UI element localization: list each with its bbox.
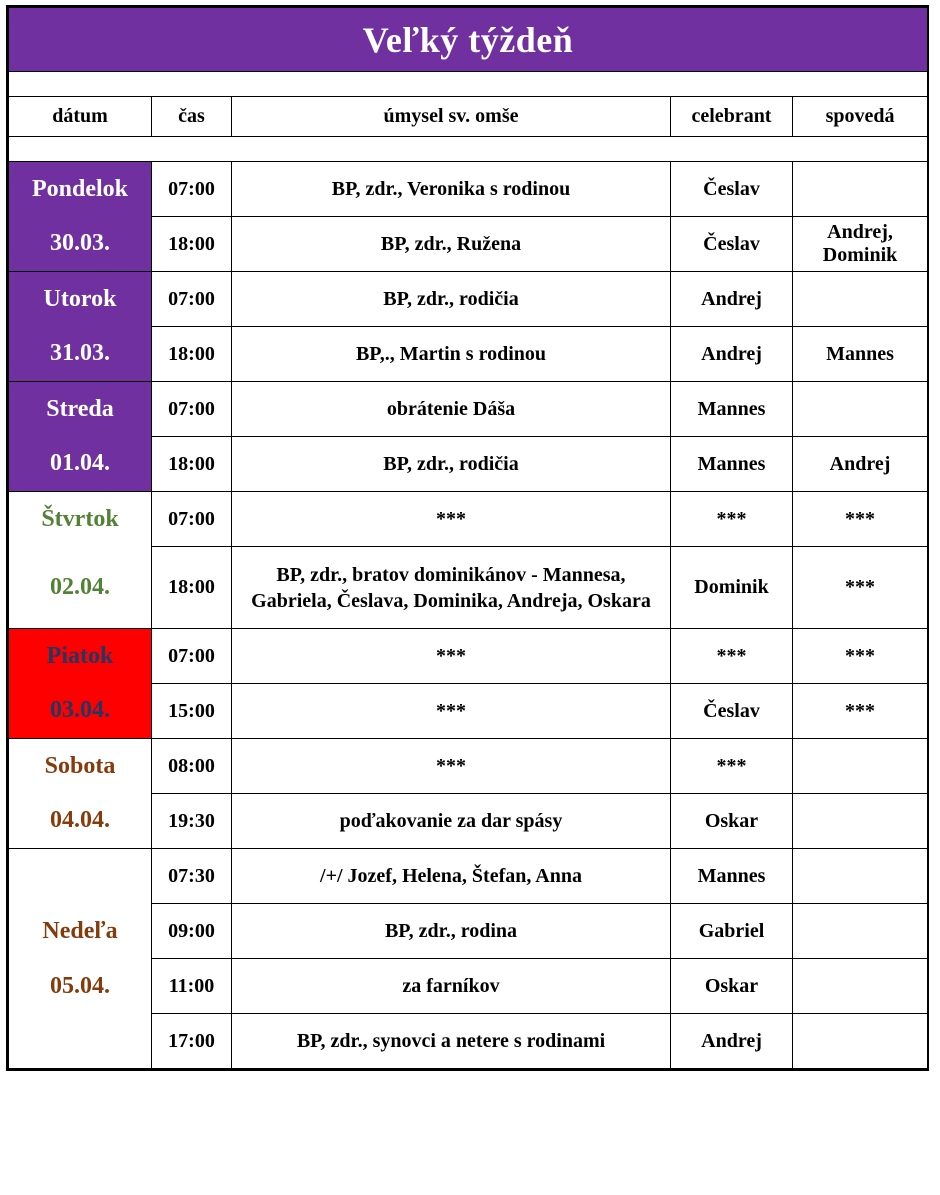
mass-intent: BP, zdr., rodičia [232, 272, 671, 327]
mass-intent: BP, zdr., rodina [232, 904, 671, 959]
confessor-name: *** [793, 547, 928, 629]
mass-row [9, 849, 928, 904]
mass-row [9, 684, 928, 739]
celebrant-name: *** [671, 739, 793, 794]
header-date: dátum [9, 97, 152, 137]
mass-time: 09:00 [152, 904, 232, 959]
confessor-name [793, 794, 928, 849]
mass-time: 18:00 [152, 327, 232, 382]
celebrant-name: Česlav [671, 217, 793, 272]
celebrant-name: Mannes [671, 849, 793, 904]
mass-intent: *** [232, 684, 671, 739]
confessor-name [793, 1014, 928, 1069]
mass-schedule-table [8, 7, 928, 1069]
header-celebrant: celebrant [671, 97, 793, 137]
confessor-name: Andrej [793, 437, 928, 492]
day-name: Sobota [9, 739, 152, 794]
day-date: 01.04. [9, 437, 152, 492]
mass-intent: poďakovanie za dar spásy [232, 794, 671, 849]
mass-time: 18:00 [152, 437, 232, 492]
confessor-name [793, 382, 928, 437]
mass-row [9, 272, 928, 327]
mass-row [9, 437, 928, 492]
header-time: čas [152, 97, 232, 137]
schedule-sheet [6, 5, 929, 1071]
celebrant-name: Gabriel [671, 904, 793, 959]
celebrant-name: Oskar [671, 959, 793, 1014]
mass-intent: *** [232, 492, 671, 547]
header-intent: úmysel sv. omše [232, 97, 671, 137]
mass-intent: /+/ Jozef, Helena, Štefan, Anna [232, 849, 671, 904]
mass-time: 07:00 [152, 629, 232, 684]
confessor-name: Mannes [793, 327, 928, 382]
day-cell-blank [9, 1014, 152, 1069]
day-name: Piatok [9, 629, 152, 684]
celebrant-name: Česlav [671, 684, 793, 739]
mass-time: 15:00 [152, 684, 232, 739]
mass-row [9, 904, 928, 959]
mass-row [9, 794, 928, 849]
mass-time: 07:00 [152, 272, 232, 327]
header-confessor: spovedá [793, 97, 928, 137]
spacer-row [9, 137, 928, 162]
mass-intent: BP, zdr., bratov dominikánov - Mannesa, Gabriela, Česlava, Dominika, Andreja, Oskara [232, 547, 671, 629]
mass-time: 19:30 [152, 794, 232, 849]
mass-row [9, 382, 928, 437]
mass-time: 17:00 [152, 1014, 232, 1069]
day-date: 03.04. [9, 684, 152, 739]
mass-intent: *** [232, 739, 671, 794]
mass-intent: *** [232, 629, 671, 684]
celebrant-name: *** [671, 629, 793, 684]
mass-intent: BP, zdr., Ružena [232, 217, 671, 272]
mass-row [9, 547, 928, 629]
day-name: Streda [9, 382, 152, 437]
spacer-row [9, 72, 928, 97]
day-cell-blank [9, 849, 152, 904]
celebrant-name: Mannes [671, 382, 793, 437]
mass-row [9, 162, 928, 217]
confessor-name: *** [793, 629, 928, 684]
confessor-name: *** [793, 684, 928, 739]
header-row [9, 97, 928, 137]
day-date: 30.03. [9, 217, 152, 272]
confessor-name [793, 739, 928, 794]
celebrant-name: Oskar [671, 794, 793, 849]
mass-time: 18:00 [152, 547, 232, 629]
mass-time: 07:00 [152, 492, 232, 547]
confessor-name: *** [793, 492, 928, 547]
mass-row [9, 327, 928, 382]
mass-row [9, 629, 928, 684]
celebrant-name: Andrej [671, 272, 793, 327]
mass-intent: BP, zdr., rodičia [232, 437, 671, 492]
mass-row [9, 959, 928, 1014]
day-name: Utorok [9, 272, 152, 327]
celebrant-name: Dominik [671, 547, 793, 629]
mass-time: 07:00 [152, 162, 232, 217]
mass-row [9, 739, 928, 794]
confessor-name [793, 849, 928, 904]
day-name: Štvrtok [9, 492, 152, 547]
celebrant-name: Andrej [671, 327, 793, 382]
day-date: 02.04. [9, 547, 152, 629]
day-name: Nedeľa [9, 904, 152, 959]
mass-time: 11:00 [152, 959, 232, 1014]
mass-time: 07:00 [152, 382, 232, 437]
confessor-name [793, 272, 928, 327]
mass-time: 18:00 [152, 217, 232, 272]
day-date: 05.04. [9, 959, 152, 1014]
mass-time: 07:30 [152, 849, 232, 904]
celebrant-name: Česlav [671, 162, 793, 217]
celebrant-name: Mannes [671, 437, 793, 492]
mass-intent: BP, zdr., Veronika s rodinou [232, 162, 671, 217]
celebrant-name: *** [671, 492, 793, 547]
day-name: Pondelok [9, 162, 152, 217]
mass-intent: BP,., Martin s rodinou [232, 327, 671, 382]
mass-row [9, 217, 928, 272]
celebrant-name: Andrej [671, 1014, 793, 1069]
page-title: Veľký týždeň [9, 8, 928, 72]
mass-intent: za farníkov [232, 959, 671, 1014]
mass-intent: BP, zdr., synovci a netere s rodinami [232, 1014, 671, 1069]
confessor-name: Andrej, Dominik [793, 217, 928, 272]
mass-intent: obrátenie Dáša [232, 382, 671, 437]
day-date: 04.04. [9, 794, 152, 849]
mass-row [9, 492, 928, 547]
day-date: 31.03. [9, 327, 152, 382]
confessor-name [793, 959, 928, 1014]
mass-row [9, 1014, 928, 1069]
confessor-name [793, 904, 928, 959]
confessor-name [793, 162, 928, 217]
mass-time: 08:00 [152, 739, 232, 794]
